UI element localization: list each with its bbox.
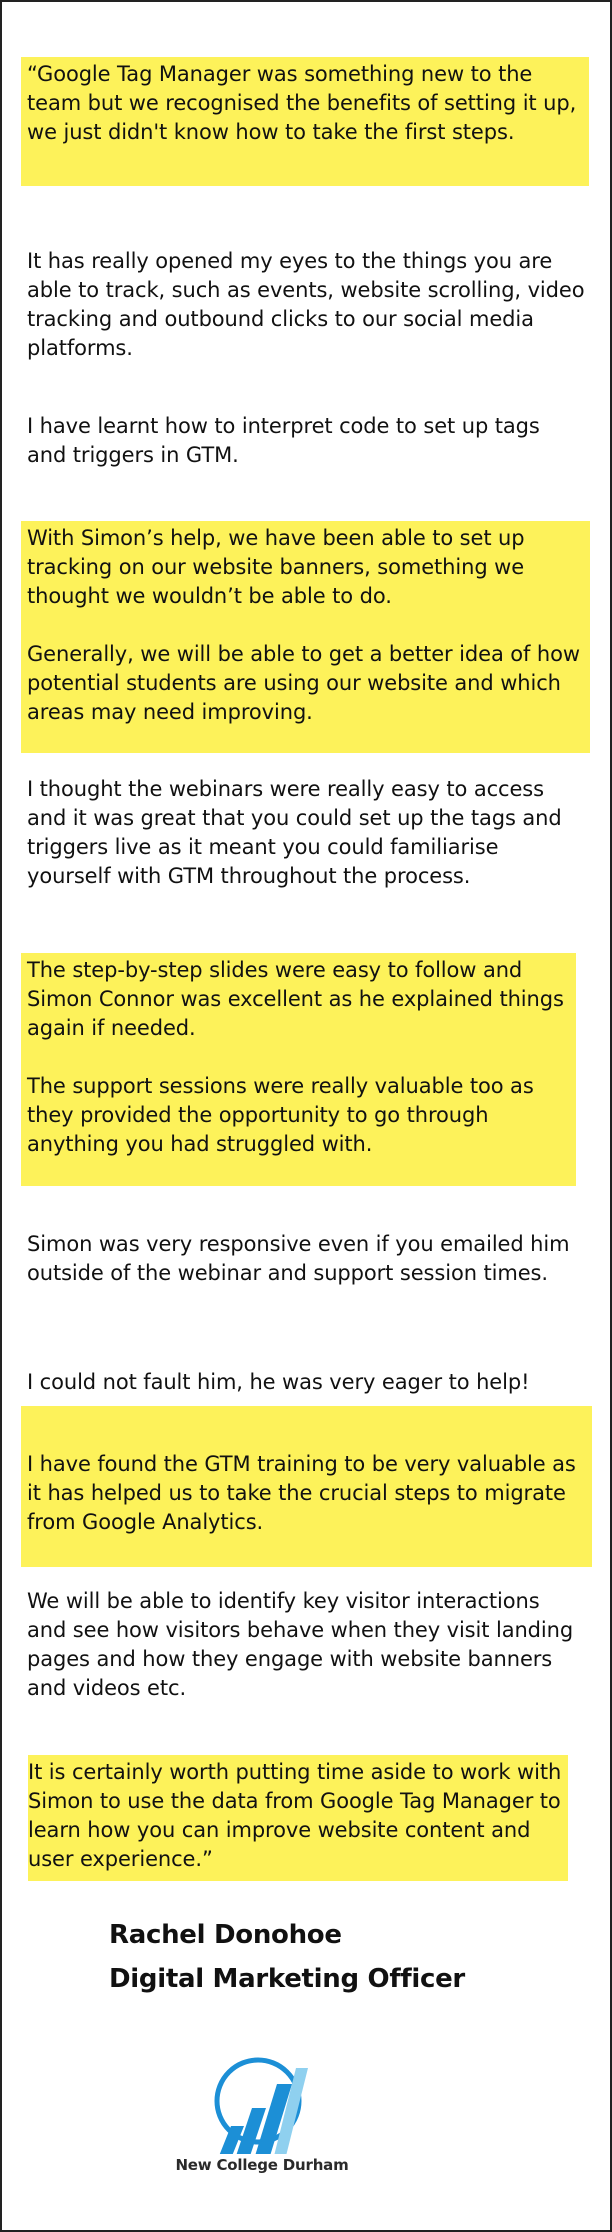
highlight-block-3 [21,953,576,1186]
text-block-2 [21,412,591,470]
testimonial-paragraph: Simon was very responsive even if you emailed him outside of the webinar and support session times. [27,1232,570,1285]
text-block-3 [21,775,591,891]
testimonial-paragraph: I have found the GTM training to be very valuable as it has helped us to take the crucial steps to migrate from Google Analytics. [27,1452,576,1534]
testimonial-paragraph: We will be able to identify key visitor interactions and see how visitors behave when they visit landing pages and how they engage with website banners and videos etc. [27,1589,574,1700]
highlight-block-1 [21,57,589,186]
college-logo [162,2054,362,2184]
highlight-block-2 [21,521,590,753]
testimonial-paragraph: I could not fault him, he was very eager to help! [27,1370,530,1394]
testimonial-paragraph: The support sessions were really valuable too as they provided the opportunity to go through anything you had struggled with. [27,1074,534,1156]
highlight-block-5 [28,1755,568,1881]
testimonial-paragraph: The step-by-step slides were easy to follow and Simon Connor was excellent as he explained things again if needed. [27,958,564,1040]
signature-title: Digital Marketing Officer [109,1964,465,1994]
testimonial-paragraph: With Simon’s help, we have been able to set up tracking on our website banners, something we thought we wouldn’t be able to do. [27,526,525,608]
testimonial-paragraph: Generally, we will be able to get a better idea of how potential students are using our website and which areas may need improving. [27,642,580,724]
text-block-4 [21,1230,591,1288]
logo-text: New College Durham [175,2156,349,2174]
testimonial-paragraph: It has really opened my eyes to the things you are able to track, such as events, website scrolling, video tracking and outbound clicks to our social media platforms. [27,249,585,360]
testimonial-paragraph: “Google Tag Manager was something new to the team but we recognised the benefits of setting it up, we just didn't know how to take the first steps. [27,62,577,144]
testimonial-paragraph: I have learnt how to interpret code to set up tags and triggers in GTM. [27,414,540,467]
text-block-1 [21,247,591,363]
bar-chart-circle-icon [162,2054,362,2154]
testimonial-paragraph: I thought the webinars were really easy to access and it was great that you could set up the tags and triggers live as it meant you could familiarise yourself with GTM throughout the process. [27,777,562,888]
highlight-block-4 [21,1406,592,1567]
signature-name: Rachel Donohoe [109,1920,342,1950]
text-block-6 [21,1587,591,1703]
text-block-5 [21,1368,591,1397]
testimonial-paragraph: It is certainly worth putting time aside to work with Simon to use the data from Google Tag Manager to learn how you can improve website content and user experience.” [28,1760,562,1871]
